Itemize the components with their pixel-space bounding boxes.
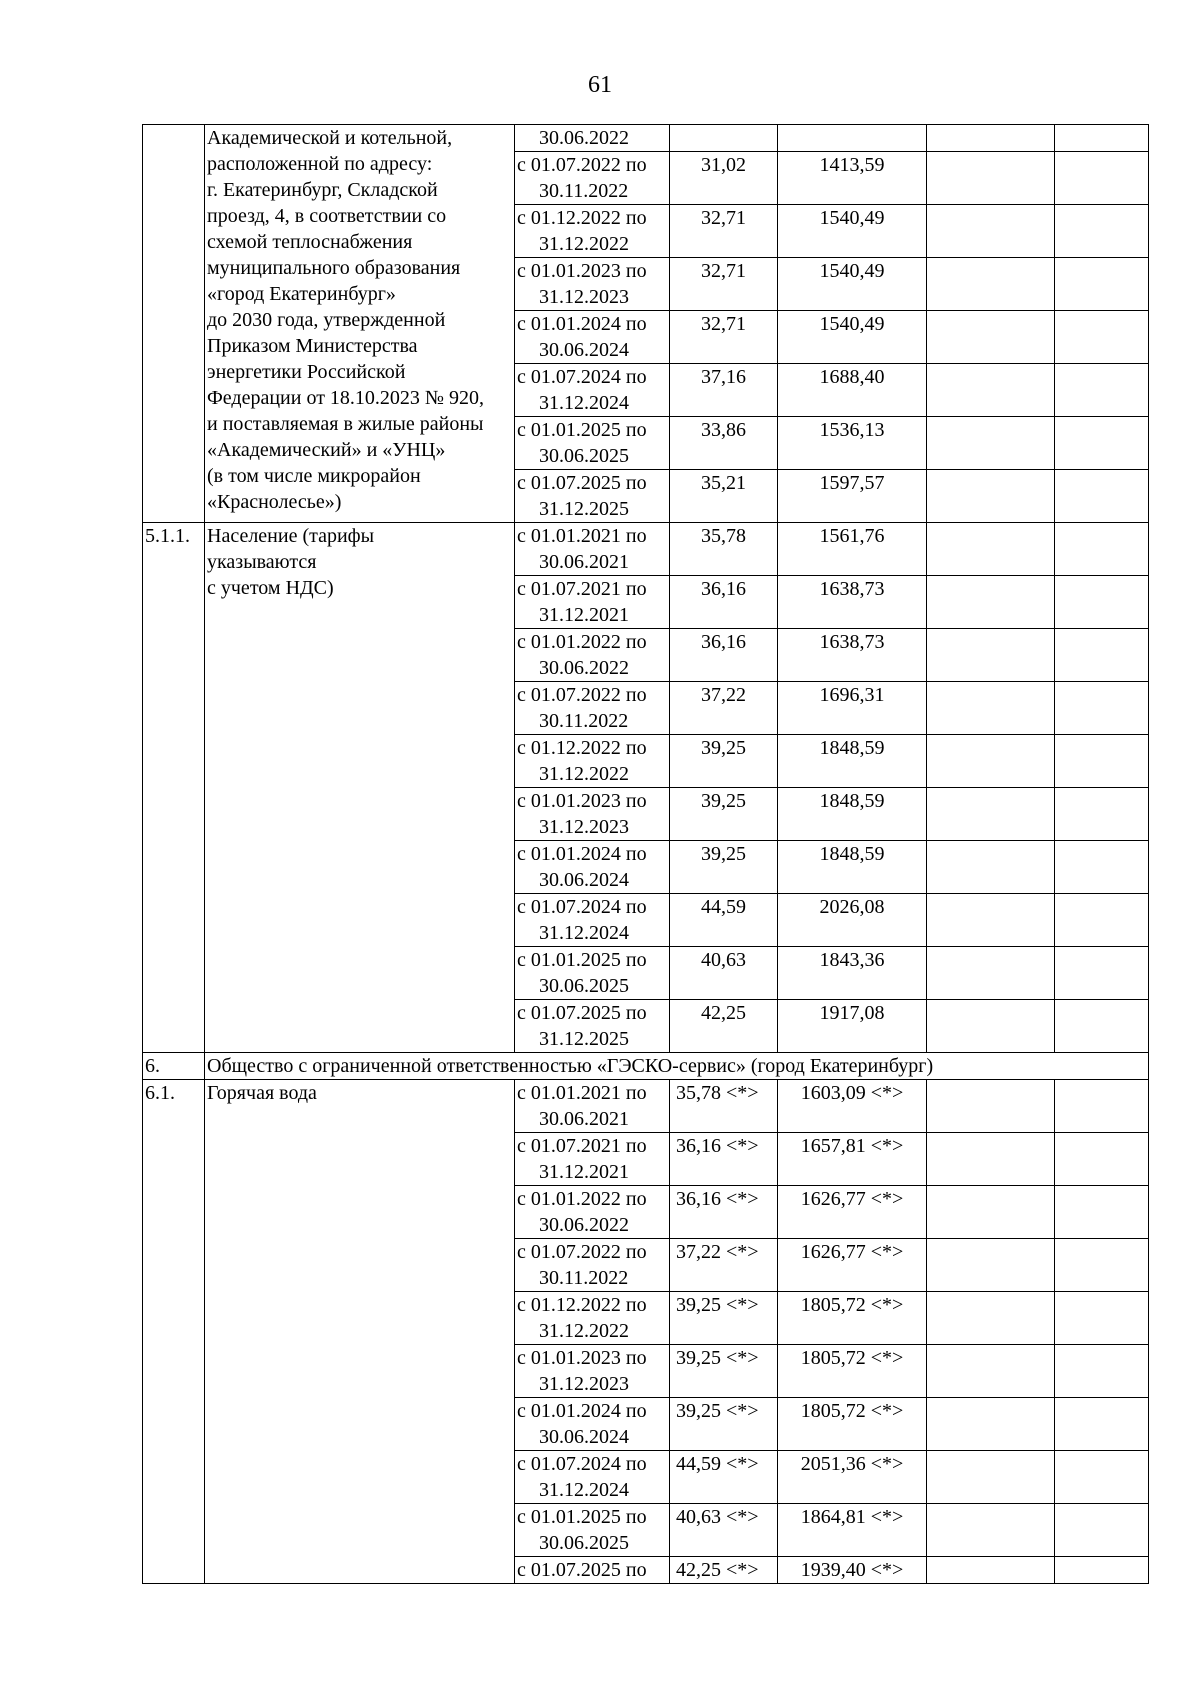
period-cell: [515, 1557, 670, 1584]
rate-value-cell: 39,25 <*>: [670, 1398, 778, 1451]
tariff-value-cell: 1805,72 <*>: [778, 1345, 927, 1398]
period-from: с 01.12.2022 по: [517, 737, 647, 759]
page-number: 61: [588, 72, 612, 98]
item-name-cell: [205, 523, 515, 1053]
period-from: с 01.07.2025 по: [517, 472, 647, 494]
period-to: 30.06.2025: [539, 1532, 629, 1554]
period-to: 30.06.2024: [539, 1426, 629, 1448]
rate-value-cell: 39,25 <*>: [670, 1292, 778, 1345]
rate-value-cell: 32,71: [670, 311, 778, 364]
rate-value-cell: 44,59: [670, 894, 778, 947]
period-to: 31.12.2024: [539, 1479, 629, 1501]
period-cell: [515, 1080, 670, 1133]
period-cell: [515, 125, 670, 152]
period-cell: [515, 152, 670, 205]
period-to: 31.12.2021: [539, 1161, 629, 1183]
rate-value-cell: 31,02: [670, 152, 778, 205]
empty-cell: [927, 1398, 1055, 1451]
period-to: 31.12.2023: [539, 1373, 629, 1395]
empty-cell: [1055, 1345, 1149, 1398]
empty-cell: [927, 682, 1055, 735]
period-cell: [515, 523, 670, 576]
period-to: 30.06.2021: [539, 551, 629, 573]
rate-value-cell: 36,16 <*>: [670, 1186, 778, 1239]
tariff-value-cell: 1805,72 <*>: [778, 1292, 927, 1345]
rate-value-cell: 37,22 <*>: [670, 1239, 778, 1292]
empty-cell: [1055, 1239, 1149, 1292]
tariff-value-cell: 1864,81 <*>: [778, 1504, 927, 1557]
tariff-value-cell: 1626,77 <*>: [778, 1239, 927, 1292]
period-to: 30.11.2022: [539, 180, 629, 202]
period-from: с 01.07.2024 по: [517, 366, 647, 388]
period-from: с 01.07.2025 по: [517, 1559, 647, 1581]
item-name: Горячая вода: [207, 1082, 317, 1104]
section-title-cell: Общество с ограниченной ответственностью «ГЭСКО-сервис» (город Екатеринбург): [205, 1053, 1149, 1080]
period-cell: [515, 735, 670, 788]
empty-cell: [927, 841, 1055, 894]
empty-cell: [927, 364, 1055, 417]
period-to: 31.12.2023: [539, 286, 629, 308]
empty-cell: [927, 1292, 1055, 1345]
period-to: 30.06.2022: [539, 127, 629, 149]
empty-cell: [927, 258, 1055, 311]
period-to: 30.06.2025: [539, 445, 629, 467]
tariff-value-cell: 1413,59: [778, 152, 927, 205]
empty-cell: [1055, 894, 1149, 947]
tariff-value-cell: 2026,08: [778, 894, 927, 947]
period-cell: [515, 1000, 670, 1053]
period-to: 30.06.2025: [539, 975, 629, 997]
period-to: 31.12.2024: [539, 392, 629, 414]
empty-cell: [927, 125, 1055, 152]
empty-cell: [927, 1557, 1055, 1584]
empty-cell: [1055, 523, 1149, 576]
table-row: [143, 125, 1149, 152]
period-from: с 01.01.2022 по: [517, 631, 647, 653]
period-from: с 01.01.2023 по: [517, 260, 647, 282]
period-cell: [515, 1292, 670, 1345]
empty-cell: [1055, 841, 1149, 894]
empty-cell: [927, 311, 1055, 364]
empty-cell: [1055, 735, 1149, 788]
period-cell: [515, 947, 670, 1000]
tariff-value-cell: 1597,57: [778, 470, 927, 523]
tariff-value-cell: 1848,59: [778, 788, 927, 841]
period-to: 30.11.2022: [539, 710, 629, 732]
rate-value-cell: 35,78: [670, 523, 778, 576]
tariff-value-cell: [778, 125, 927, 152]
rate-value-cell: 39,25: [670, 841, 778, 894]
period-cell: [515, 1345, 670, 1398]
tariff-value-cell: 1603,09 <*>: [778, 1080, 927, 1133]
item-number-cell: [143, 125, 205, 523]
empty-cell: [1055, 1398, 1149, 1451]
empty-cell: [1055, 576, 1149, 629]
rate-value-cell: 37,22: [670, 682, 778, 735]
period-to: 30.06.2021: [539, 1108, 629, 1130]
period-from: с 01.01.2022 по: [517, 1188, 647, 1210]
tariff-table-body: [143, 125, 1149, 1584]
empty-cell: [927, 1000, 1055, 1053]
empty-cell: [927, 1239, 1055, 1292]
tariff-value-cell: 1540,49: [778, 311, 927, 364]
period-cell: [515, 1133, 670, 1186]
rate-value-cell: 40,63: [670, 947, 778, 1000]
rate-value-cell: [670, 125, 778, 152]
tariff-value-cell: 1939,40 <*>: [778, 1557, 927, 1584]
rate-value-cell: 40,63 <*>: [670, 1504, 778, 1557]
tariff-value-cell: 1843,36: [778, 947, 927, 1000]
period-to: 30.06.2022: [539, 657, 629, 679]
item-name: Академической и котельной, расположенной по адресу: г. Екатеринбург, Складской проезд, 4, в соответствии со схемой теплоснабжения муниципального образования «город Екатеринбург» до 2030 года, утвержденной Приказом Министерства энергетики Российской Федерации от 18.10.2023 № 920, и поставляемая в жилые районы «Академический» и «УНЦ» (в том числе микрорайон «Краснолесье»): [207, 127, 485, 513]
period-cell: [515, 1239, 670, 1292]
period-from: с 01.01.2024 по: [517, 313, 647, 335]
tariff-value-cell: 1626,77 <*>: [778, 1186, 927, 1239]
empty-cell: [1055, 1000, 1149, 1053]
empty-cell: [1055, 258, 1149, 311]
empty-cell: [1055, 1504, 1149, 1557]
empty-cell: [1055, 311, 1149, 364]
period-from: с 01.01.2024 по: [517, 843, 647, 865]
period-cell: [515, 841, 670, 894]
tariff-value-cell: 2051,36 <*>: [778, 1451, 927, 1504]
period-cell: [515, 1451, 670, 1504]
rate-value-cell: 42,25: [670, 1000, 778, 1053]
item-name-cell: [205, 125, 515, 523]
empty-cell: [927, 152, 1055, 205]
period-from: с 01.01.2025 по: [517, 949, 647, 971]
period-cell: [515, 894, 670, 947]
empty-cell: [1055, 1557, 1149, 1584]
rate-value-cell: 35,21: [670, 470, 778, 523]
tariff-table: [142, 124, 1149, 1584]
empty-cell: [1055, 417, 1149, 470]
empty-cell: [927, 417, 1055, 470]
period-cell: [515, 629, 670, 682]
period-from: с 01.01.2023 по: [517, 1347, 647, 1369]
empty-cell: [927, 735, 1055, 788]
rate-value-cell: 39,25: [670, 735, 778, 788]
rate-value-cell: 35,78 <*>: [670, 1080, 778, 1133]
empty-cell: [1055, 682, 1149, 735]
period-cell: [515, 576, 670, 629]
empty-cell: [927, 1186, 1055, 1239]
rate-value-cell: 39,25: [670, 788, 778, 841]
period-from: с 01.07.2025 по: [517, 1002, 647, 1024]
period-from: с 01.01.2023 по: [517, 790, 647, 812]
period-cell: [515, 788, 670, 841]
empty-cell: [1055, 947, 1149, 1000]
rate-value-cell: 39,25 <*>: [670, 1345, 778, 1398]
rate-value-cell: 44,59 <*>: [670, 1451, 778, 1504]
period-cell: [515, 311, 670, 364]
period-to: 31.12.2023: [539, 816, 629, 838]
period-to: 30.06.2024: [539, 339, 629, 361]
period-from: с 01.07.2024 по: [517, 896, 647, 918]
empty-cell: [927, 629, 1055, 682]
period-cell: [515, 205, 670, 258]
period-cell: [515, 1504, 670, 1557]
item-name: Население (тарифы указываются с учетом НДС): [207, 525, 375, 599]
period-from: с 01.01.2025 по: [517, 1506, 647, 1528]
period-from: с 01.07.2022 по: [517, 1241, 647, 1263]
table-row: [143, 1080, 1149, 1133]
empty-cell: [927, 1451, 1055, 1504]
empty-cell: [1055, 125, 1149, 152]
rate-value-cell: 36,16: [670, 629, 778, 682]
tariff-value-cell: 1536,13: [778, 417, 927, 470]
empty-cell: [1055, 1186, 1149, 1239]
period-to: 31.12.2022: [539, 1320, 629, 1342]
period-to: 31.12.2025: [539, 1028, 629, 1050]
period-cell: [515, 1186, 670, 1239]
rate-value-cell: 36,16 <*>: [670, 1133, 778, 1186]
empty-cell: [1055, 1292, 1149, 1345]
period-from: с 01.12.2022 по: [517, 1294, 647, 1316]
tariff-value-cell: 1805,72 <*>: [778, 1398, 927, 1451]
empty-cell: [1055, 629, 1149, 682]
tariff-value-cell: 1540,49: [778, 258, 927, 311]
period-cell: [515, 364, 670, 417]
tariff-value-cell: 1540,49: [778, 205, 927, 258]
period-to: 31.12.2021: [539, 604, 629, 626]
period-from: с 01.01.2024 по: [517, 1400, 647, 1422]
period-to: 30.06.2024: [539, 869, 629, 891]
period-to: 31.12.2024: [539, 922, 629, 944]
rate-value-cell: 42,25 <*>: [670, 1557, 778, 1584]
tariff-value-cell: 1848,59: [778, 841, 927, 894]
period-cell: [515, 417, 670, 470]
empty-cell: [1055, 788, 1149, 841]
empty-cell: [927, 947, 1055, 1000]
period-to: 31.12.2022: [539, 233, 629, 255]
tariff-value-cell: 1638,73: [778, 576, 927, 629]
empty-cell: [927, 576, 1055, 629]
item-number-cell: 6.: [143, 1053, 205, 1080]
tariff-value-cell: 1561,76: [778, 523, 927, 576]
rate-value-cell: 33,86: [670, 417, 778, 470]
tariff-value-cell: 1657,81 <*>: [778, 1133, 927, 1186]
empty-cell: [1055, 205, 1149, 258]
empty-cell: [1055, 152, 1149, 205]
period-cell: [515, 258, 670, 311]
period-from: с 01.07.2021 по: [517, 1135, 647, 1157]
empty-cell: [927, 470, 1055, 523]
period-from: с 01.01.2025 по: [517, 419, 647, 441]
period-from: с 01.07.2021 по: [517, 578, 647, 600]
period-from: с 01.07.2022 по: [517, 684, 647, 706]
empty-cell: [927, 523, 1055, 576]
tariff-value-cell: 1696,31: [778, 682, 927, 735]
period-from: с 01.01.2021 по: [517, 1082, 647, 1104]
period-from: с 01.07.2022 по: [517, 154, 647, 176]
period-to: 31.12.2025: [539, 498, 629, 520]
period-from: с 01.01.2021 по: [517, 525, 647, 547]
tariff-value-cell: 1688,40: [778, 364, 927, 417]
period-from: с 01.07.2024 по: [517, 1453, 647, 1475]
table-row: [143, 523, 1149, 576]
period-cell: [515, 1398, 670, 1451]
period-cell: [515, 470, 670, 523]
tariff-value-cell: 1917,08: [778, 1000, 927, 1053]
item-name-cell: [205, 1080, 515, 1584]
period-to: 30.11.2022: [539, 1267, 629, 1289]
tariff-value-cell: 1848,59: [778, 735, 927, 788]
tariff-value-cell: 1638,73: [778, 629, 927, 682]
empty-cell: [927, 1080, 1055, 1133]
rate-value-cell: 32,71: [670, 205, 778, 258]
empty-cell: [1055, 470, 1149, 523]
empty-cell: [1055, 1133, 1149, 1186]
empty-cell: [1055, 1080, 1149, 1133]
period-cell: [515, 682, 670, 735]
empty-cell: [927, 894, 1055, 947]
empty-cell: [927, 205, 1055, 258]
empty-cell: [927, 1504, 1055, 1557]
empty-cell: [1055, 364, 1149, 417]
empty-cell: [927, 1133, 1055, 1186]
empty-cell: [927, 1345, 1055, 1398]
item-number-cell: 6.1.: [143, 1080, 205, 1584]
rate-value-cell: 32,71: [670, 258, 778, 311]
rate-value-cell: 37,16: [670, 364, 778, 417]
period-from: с 01.12.2022 по: [517, 207, 647, 229]
item-number-cell: 5.1.1.: [143, 523, 205, 1053]
rate-value-cell: 36,16: [670, 576, 778, 629]
period-to: 30.06.2022: [539, 1214, 629, 1236]
empty-cell: [1055, 1451, 1149, 1504]
empty-cell: [927, 788, 1055, 841]
period-to: 31.12.2022: [539, 763, 629, 785]
section-header-row: [143, 1053, 1149, 1080]
